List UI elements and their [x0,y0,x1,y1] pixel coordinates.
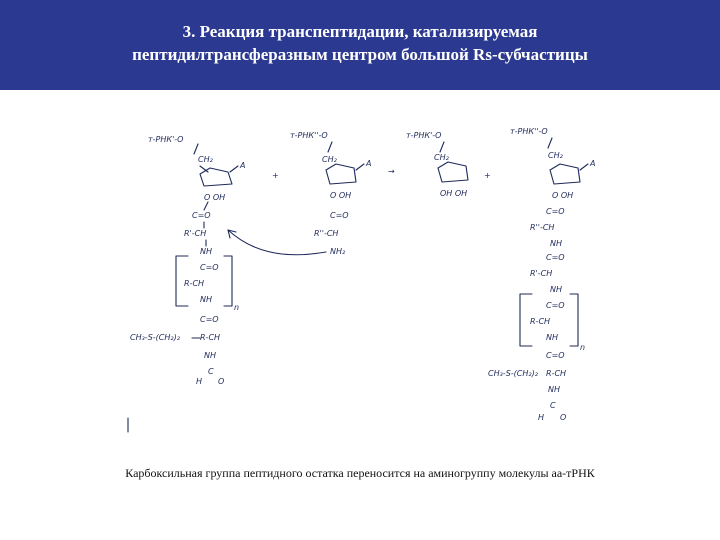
slide-title-line-2: пептидилтрансферазным центром большой Rs-субчастицы [132,45,588,64]
oh-label: О ОН [330,191,352,200]
met-side-chain: СН₃-S-(СН₂)₂ [130,333,180,342]
reaction-scheme [100,100,630,440]
ribose-ring [550,164,580,184]
slide-title [0,0,720,90]
nh-label: NH [546,333,558,342]
co-label: С=О [200,263,219,272]
peptidyl-trna [130,135,245,386]
ch2-label: CH₂ [322,155,337,164]
co-label: С=О [330,211,349,220]
formyl-h: Н [538,413,545,422]
formyl-h: Н [196,377,203,386]
bond [230,166,238,172]
peptidyl-trna-label: т-РНК'-О [148,135,184,144]
aminoacyl-trna [290,131,371,256]
met-side-chain: СН₃-S-(СН₂)₂ [488,369,538,378]
oh-label: О ОН [204,193,226,202]
oh-label: О ОН [552,191,574,200]
nh-label: NH [550,239,562,248]
reaction-scheme-drawing [100,100,630,440]
free-trna-label: т-РНК'-О [406,131,442,140]
nh-label: NH [204,351,216,360]
slide-caption: Карбоксильная группа пептидного остатка переносится на аминогруппу молекулы аа-тРНК [125,466,595,480]
base-label: A [240,161,246,170]
ribose-ring [438,162,468,182]
nh2-label: NH₂ [330,247,346,256]
r2-ch-label: R''-СН [530,223,555,232]
nh-label: NH [200,247,212,256]
transfer-arrow [228,230,326,255]
reaction-arrow: → [388,167,395,176]
aminoacyl-trna-label: т-РНК''-О [290,131,328,140]
bracket-right [570,294,578,346]
ch-label: R-СН [546,369,567,378]
formyl-c: С [550,401,556,410]
oh-oh-label: ОН ОН [440,189,468,198]
co-label: С=О [546,351,565,360]
bond [194,144,198,154]
r-ch-label: R-СН [530,317,551,326]
product-peptidyl-trna [488,127,595,422]
ribose-ring [326,164,356,184]
ch2-label: CH₂ [434,153,449,162]
bond [356,164,364,170]
ch2-label: CH₂ [198,155,213,164]
ribose-ring [200,168,232,186]
base-label: A [366,159,372,168]
co-label: С=О [192,211,211,220]
co-label: С=О [546,253,565,262]
ch-label: R-СН [200,333,221,342]
bond [328,142,332,152]
plus-sign: + [272,171,279,180]
repeat-index: n [580,343,586,352]
plus-sign: + [484,171,491,180]
co-label: С=О [546,301,565,310]
product-trna-label: т-РНК''-О [510,127,548,136]
co-label: С=О [546,207,565,216]
slide-title-line-1: 3. Реакция транспептидации, катализируемая [182,22,538,41]
base-label: A [590,159,596,168]
nh-label: NH [548,385,560,394]
bond [580,164,588,170]
free-trna [406,131,468,198]
formyl-c: С [208,367,214,376]
r-ch-label: R-СН [184,279,205,288]
nh-label: NH [550,285,562,294]
formyl-o: О [560,413,567,422]
formyl-o: О [218,377,225,386]
bond [548,138,552,148]
r1-ch-label: R'-СН [530,269,553,278]
co-label: С=О [200,315,219,324]
ch2-label: CH₂ [548,151,563,160]
bracket-right [224,256,232,306]
r2-ch-label: R''-СН [314,229,339,238]
nh-label: NH [200,295,212,304]
repeat-index: n [234,303,240,312]
bond [440,142,444,152]
r1-ch-label: R'-СН [184,229,207,238]
bond [204,202,208,210]
